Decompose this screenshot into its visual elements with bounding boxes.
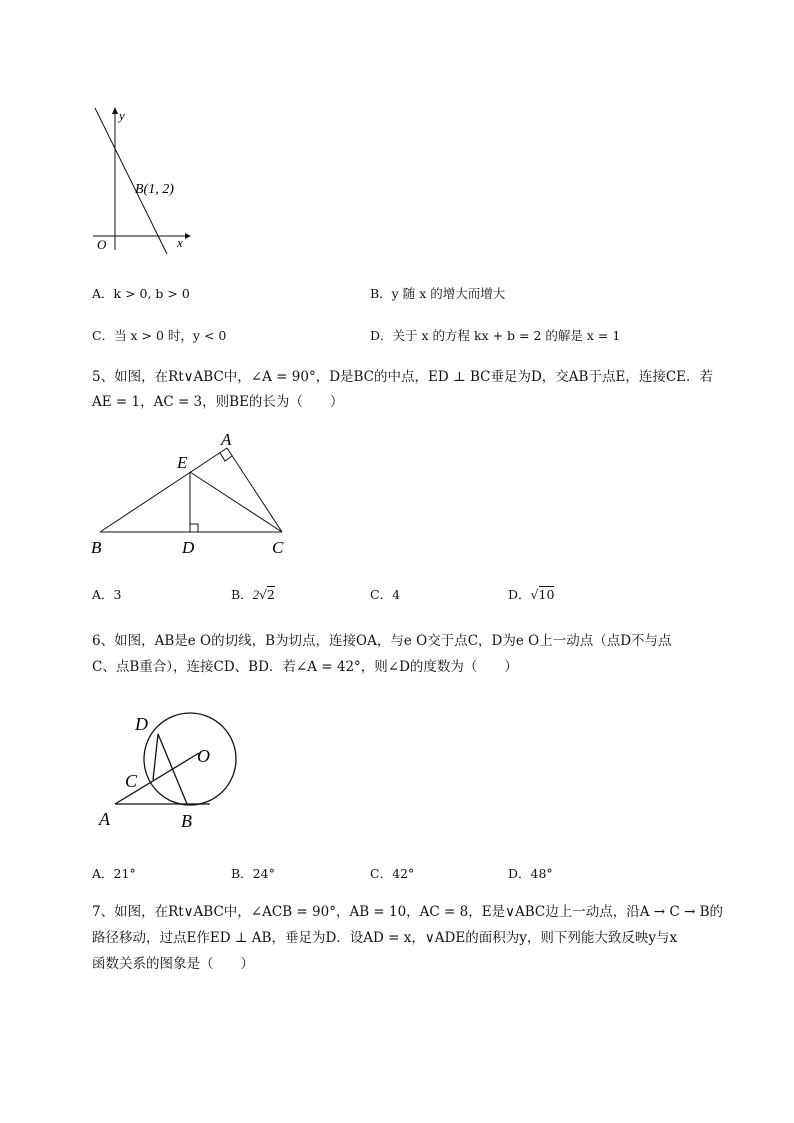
q5-right-angle-d bbox=[190, 524, 198, 532]
q5-segment-ec bbox=[190, 472, 282, 532]
q5-option-b-radicand: 2 bbox=[266, 587, 275, 602]
q6-label-o: O bbox=[197, 746, 210, 766]
q6-label-a: A bbox=[99, 809, 110, 829]
q4-x-arrow bbox=[185, 233, 191, 239]
q5-option-b-prefix: B． bbox=[231, 587, 253, 602]
q6-segment-db bbox=[158, 734, 187, 804]
q4-option-b: B．y 随 x 的增大而增大 bbox=[370, 286, 506, 301]
q6-option-c: C．42° bbox=[370, 866, 415, 881]
sqrt-symbol-icon: √ bbox=[258, 587, 267, 602]
q5-label-d: D bbox=[182, 538, 195, 557]
q4-option-c: C．当 x > 0 时，y < 0 bbox=[92, 328, 227, 343]
q6-option-a: A．21° bbox=[92, 866, 136, 881]
q5-label-a: A bbox=[221, 430, 232, 449]
q4-point-label: B(1, 2) bbox=[135, 182, 174, 197]
q4-y-label: y bbox=[119, 108, 125, 123]
q7-stem-line2: 路径移动，过点E作ED ⊥ AB，垂足为D．设AD = x，∨ADE的面积为y，则下列能大致反映y与x bbox=[92, 930, 678, 946]
q4-line bbox=[95, 108, 167, 254]
sqrt-symbol-icon: √ bbox=[530, 587, 539, 602]
q4-origin-label: O bbox=[97, 237, 107, 252]
q6-segment-dc bbox=[153, 734, 158, 780]
q6-label-c: C bbox=[125, 771, 138, 791]
q5-option-d bbox=[508, 585, 554, 603]
q5-segment-ba bbox=[100, 448, 227, 532]
q6-stem-line1: 6、如图，AB是e O的切线，B为切点，连接OA，与e O交于点C，D为e O上一动点（点D不与点 bbox=[92, 633, 672, 649]
q5-option-d-radicand: 10 bbox=[538, 587, 555, 602]
q5-label-e: E bbox=[177, 453, 188, 472]
q6-label-b: B bbox=[181, 811, 192, 831]
q4-option-a: A．k > 0, b > 0 bbox=[92, 286, 190, 301]
q4-y-arrow bbox=[112, 107, 118, 114]
q5-label-c: C bbox=[272, 538, 284, 557]
q5-figure bbox=[85, 425, 300, 560]
q6-option-b: B．24° bbox=[231, 866, 275, 881]
q7-stem-line3: 函数关系的图象是（ ） bbox=[92, 956, 254, 972]
q5-stem-line1: 5、如图，在Rt∨ABC中，∠A = 90°，D是BC的中点，ED ⊥ BC垂足为D，交AB于点E，连接CE．若 bbox=[92, 369, 714, 385]
q5-option-d-prefix: D． bbox=[508, 587, 531, 602]
q5-segment-ac bbox=[227, 448, 282, 532]
q5-option-b bbox=[231, 585, 275, 603]
q4-x-label: x bbox=[177, 235, 183, 250]
q5-right-angle-a bbox=[220, 453, 232, 461]
q4-option-d: D．关于 x 的方程 kx + b = 2 的解是 x = 1 bbox=[370, 328, 621, 343]
q6-figure bbox=[95, 705, 250, 835]
q4-figure bbox=[85, 100, 200, 255]
q6-label-d: D bbox=[135, 714, 148, 734]
q6-option-d: D．48° bbox=[508, 866, 553, 881]
q5-option-a: A．3 bbox=[92, 587, 122, 602]
q7-stem-line1: 7、如图，在Rt∨ABC中，∠ACB = 90°，AB = 10，AC = 8，E是∨ABC边上一动点，沿A → C → B的 bbox=[92, 904, 724, 920]
q5-option-c: C．4 bbox=[370, 587, 401, 602]
q5-option-b-coef: 2 bbox=[252, 588, 259, 602]
q5-label-b: B bbox=[91, 538, 102, 557]
q6-stem-line2: C、点B重合），连接CD、BD．若∠A = 42°，则∠D的度数为（ ） bbox=[92, 659, 518, 675]
q5-stem-line2: AE = 1，AC = 3，则BE的长为（ ） bbox=[92, 394, 344, 410]
